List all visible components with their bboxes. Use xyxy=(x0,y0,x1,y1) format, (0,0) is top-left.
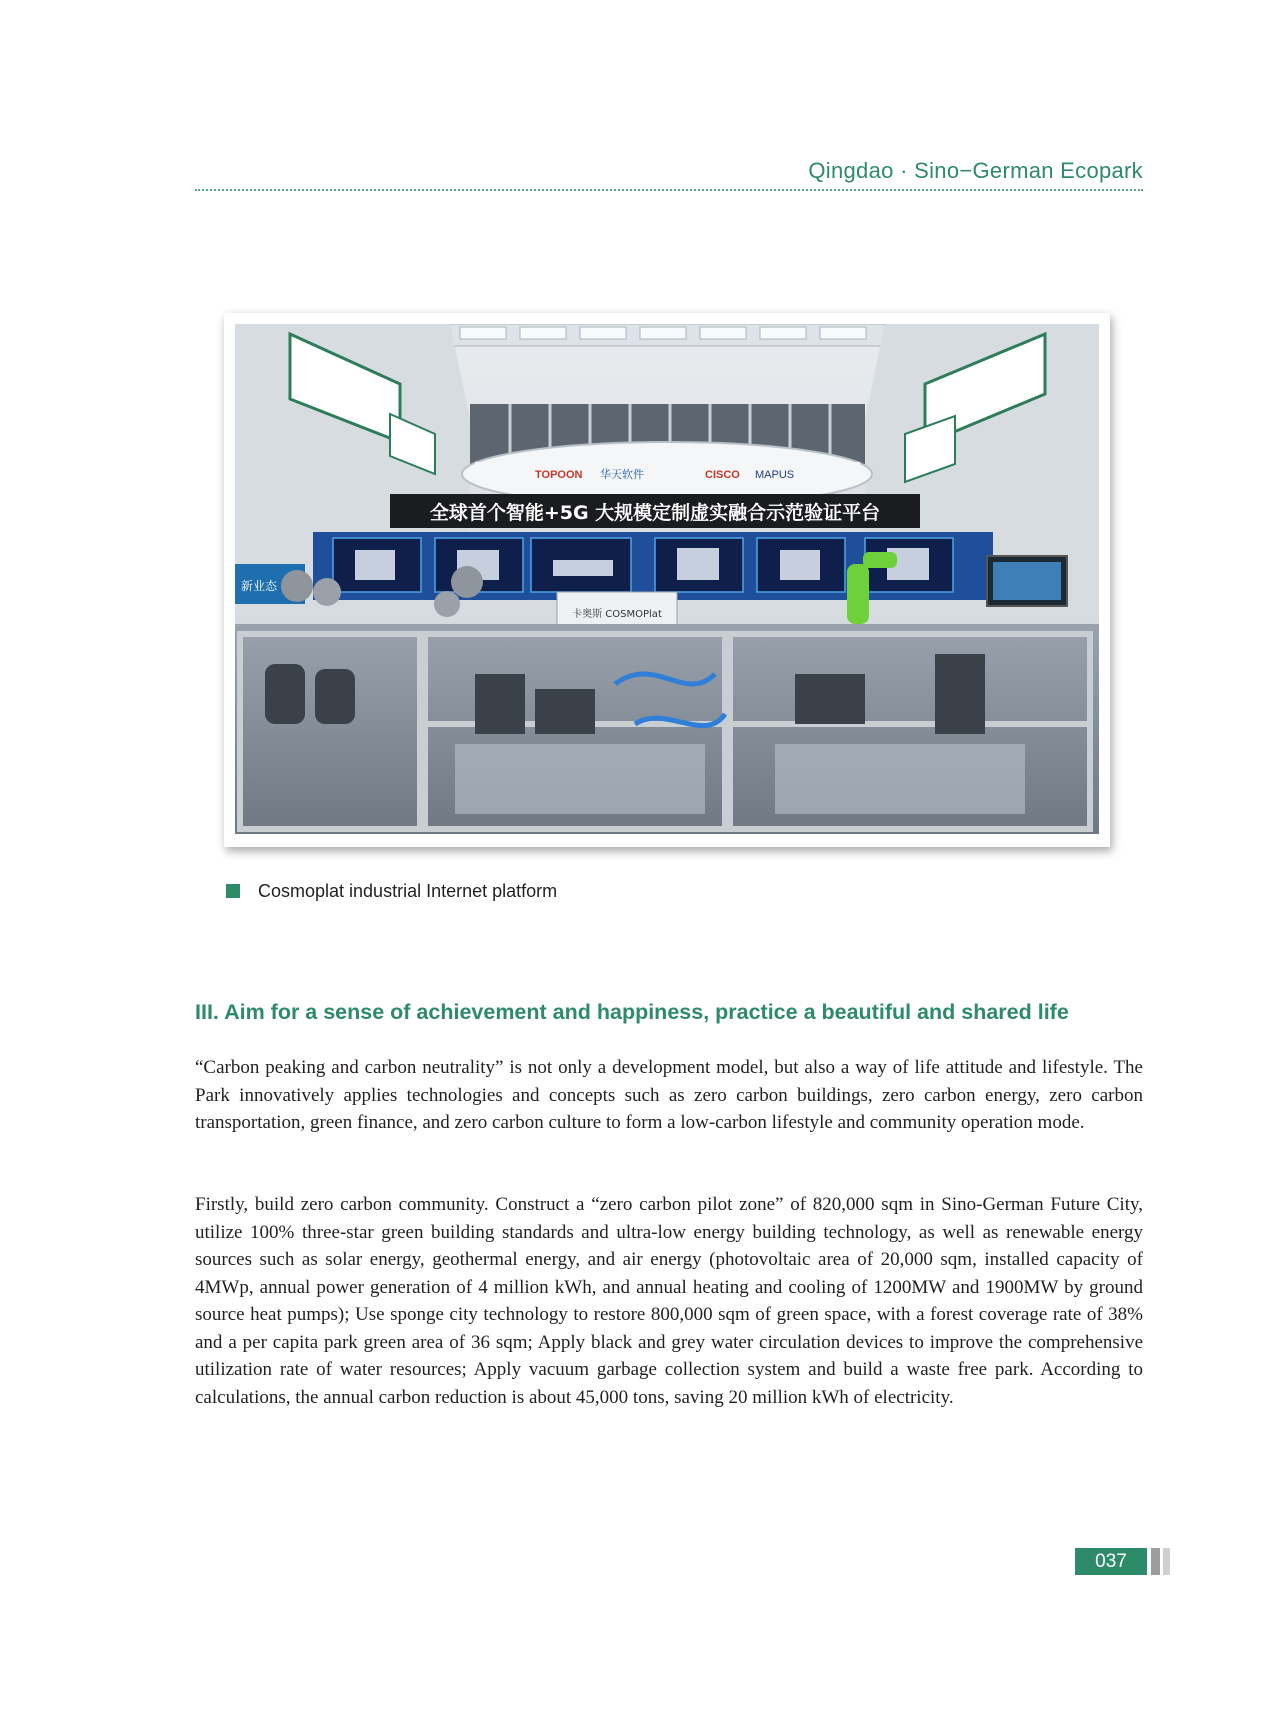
banner-text: 全球首个智能+5G 大规模定制虚实融合示范验证平台 xyxy=(429,502,881,524)
figure-caption xyxy=(226,880,557,902)
ring-logo-cisco: CISCO xyxy=(705,469,740,481)
figure-photo xyxy=(235,324,1099,834)
page-tab-decoration-dark xyxy=(1151,1548,1160,1575)
body-paragraph-2: Firstly, build zero carbon community. Construct a “zero carbon pilot zone” of 820,000 sqm in Sino-German Future City, utilize 100% three-star green building standards and ultra-low energy building technology, as well as renewable energy sources such as solar energy, geothermal energy, and air energy (photovoltaic area of 20,000 sqm, installed capacity of 4MWp, annual power generation of 4 million kWh, and annual heating and cooling of 1200MW and 1900MW by ground source heat pumps); Use sponge city technology to restore 800,000 sqm of green space, with a forest coverage rate of 38% and a per capita park green area of 36 sqm; Apply black and grey water circulation devices to improve the comprehensive utilization rate of water resources; Apply vacuum garbage collection system and build a waste free park. According to calculations, the annual carbon reduction is about 45,000 tons, saving 20 million kWh of electricity. xyxy=(195,1194,1143,1408)
page-tab-decoration-light xyxy=(1163,1548,1170,1575)
caption-marker-icon xyxy=(226,884,240,898)
exhibition-hall-illustration xyxy=(235,324,1099,834)
page-number: 037 xyxy=(1075,1548,1147,1575)
ring-logo-huatian: 华天软件 xyxy=(600,469,644,481)
body-paragraph-1: “Carbon peaking and carbon neutrality” is not only a development model, but also a way of life attitude and lifestyle. The Park innovatively applies technologies and concepts such as zero carbon buildings, zero carbon energy, zero carbon transportation, green finance, and zero carbon culture to form a low-carbon lifestyle and community operation mode. xyxy=(195,1057,1143,1133)
left-sign-text: 新业态 xyxy=(241,579,278,593)
cabinet-logo-text: 卡奥斯 COSMOPlat xyxy=(572,609,662,620)
running-head: Qingdao · Sino−German Ecopark xyxy=(808,158,1143,183)
caption-text: Cosmoplat industrial Internet platform xyxy=(258,880,558,901)
ring-logo-mapus: MAPUS xyxy=(755,469,795,481)
ring-logo-topoon: TOPOON xyxy=(535,469,583,481)
header-rule xyxy=(195,189,1143,191)
figure-frame xyxy=(224,313,1110,847)
section-heading: III. Aim for a sense of achievement and happiness, practice a beautiful and shared life xyxy=(195,1000,1069,1024)
